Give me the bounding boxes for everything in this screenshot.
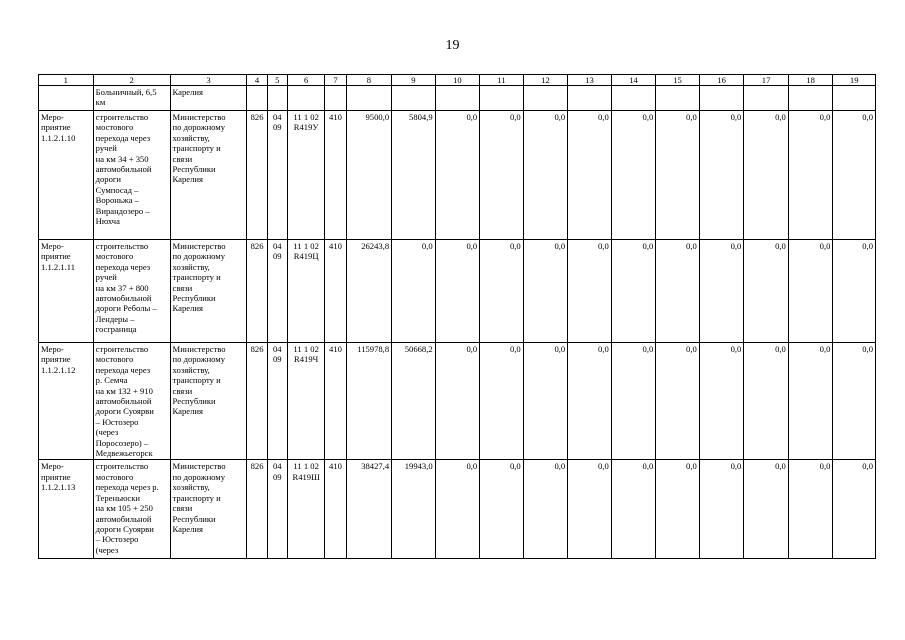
table-row: [39, 111, 876, 240]
cell-line: 1.1.2.1.10: [41, 132, 76, 143]
cell-line: мостового: [95, 354, 134, 365]
cell-line: 09: [273, 251, 282, 262]
cell-line: мостового: [95, 471, 134, 482]
cell-line: на км 132 + 910: [95, 385, 153, 396]
table-row: [39, 86, 876, 111]
value-cell: 115978,8: [346, 343, 392, 460]
column-header: 6: [287, 75, 324, 86]
measure-id-cell: [39, 111, 94, 240]
table-cell: [287, 86, 324, 111]
column-header: 13: [568, 75, 612, 86]
value-cell: 0,0: [568, 460, 612, 559]
cell-line: перехода через: [95, 364, 151, 375]
value-cell: 0,0: [523, 240, 568, 343]
cell-line: Нюхча: [95, 216, 120, 227]
measure-name-cell: [93, 240, 170, 343]
column-header: 2: [93, 75, 170, 86]
cell-line: дороги Суоярви: [95, 406, 154, 417]
cell-line: км: [95, 97, 106, 108]
value-cell: 0,0: [833, 343, 876, 460]
measure-name-cell: [93, 460, 170, 559]
cell-line: на км 37 + 800: [95, 282, 149, 293]
section-code-cell: [267, 240, 287, 343]
cell-line: Лендеры –: [95, 313, 135, 324]
column-header: 5: [267, 75, 287, 86]
table-row: [39, 460, 876, 559]
cell-line: – Юстозеро: [95, 534, 139, 545]
cell-line: на км 105 + 250: [95, 503, 153, 514]
target-article-cell: [287, 460, 324, 559]
cell-line: Республики: [172, 513, 216, 524]
cell-line: р. Семча: [95, 375, 128, 386]
cell-line: связи: [172, 503, 193, 514]
column-header: 15: [656, 75, 700, 86]
cell-line: перехода через: [95, 132, 151, 143]
table-cell: [325, 86, 346, 111]
cell-line: Вирандозеро –: [95, 205, 150, 216]
grbs-code-cell: 826: [247, 111, 267, 240]
cell-line: автомобильной: [95, 396, 152, 407]
cell-line: Министерство: [172, 461, 226, 472]
cell-line: транспорту и: [172, 272, 221, 283]
cell-line: Меро-: [41, 241, 64, 251]
cell-line: госграница: [95, 324, 137, 335]
table-cell: [39, 86, 94, 111]
cell-line: Карелия: [172, 303, 203, 314]
target-article-cell: [287, 240, 324, 343]
table-cell: [744, 86, 789, 111]
cell-line: 09: [273, 122, 282, 133]
section-code-cell: [267, 343, 287, 460]
cell-line: автомобильной: [95, 293, 152, 304]
cell-line: хозяйству,: [172, 261, 210, 272]
value-cell: 0,0: [568, 240, 612, 343]
column-header: 4: [247, 75, 267, 86]
value-cell: 0,0: [788, 111, 833, 240]
cell-line: по дорожному: [172, 471, 226, 482]
cell-line: 09: [273, 354, 282, 365]
cell-line: R419Ш: [292, 471, 320, 482]
table-cell: [699, 86, 744, 111]
cell-line: 11 1 02: [293, 461, 319, 472]
executor-cell: [170, 343, 247, 460]
section-code-cell: [267, 111, 287, 240]
value-cell: 0,0: [788, 240, 833, 343]
header-row: [39, 75, 876, 86]
value-cell: 0,0: [480, 240, 524, 343]
cell-line: ручей: [95, 143, 117, 154]
column-header: 1: [39, 75, 94, 86]
table-body: [39, 75, 876, 559]
cell-line: по дорожному: [172, 354, 226, 365]
cell-line: перехода через р.: [95, 482, 159, 493]
value-cell: 19943,0: [392, 460, 436, 559]
column-header: 19: [833, 75, 876, 86]
cell-line: автомобильной: [95, 164, 152, 175]
value-cell: 0,0: [788, 460, 833, 559]
table-cell: [611, 86, 656, 111]
table-cell: [480, 86, 524, 111]
value-cell: 0,0: [699, 111, 744, 240]
cell-line: по дорожному: [172, 251, 226, 262]
grbs-code-cell: 826: [247, 343, 267, 460]
cell-line: перехода через: [95, 261, 151, 272]
section-code-cell: [267, 460, 287, 559]
cell-line: строительство: [95, 461, 149, 472]
executor-cell: [170, 111, 247, 240]
cell-line: 04: [273, 241, 282, 251]
value-cell: 38427,4: [346, 460, 392, 559]
expense-type-cell: 410: [325, 240, 346, 343]
cell-line: мостового: [95, 251, 134, 262]
value-cell: 0,0: [788, 343, 833, 460]
value-cell: 0,0: [523, 111, 568, 240]
value-cell: 26243,8: [346, 240, 392, 343]
value-cell: 0,0: [568, 343, 612, 460]
value-cell: 0,0: [435, 460, 480, 559]
table-cell: [170, 86, 247, 111]
column-header: 17: [744, 75, 789, 86]
measure-id-cell: [39, 343, 94, 460]
expense-type-cell: 410: [325, 343, 346, 460]
value-cell: 0,0: [480, 460, 524, 559]
cell-line: 1.1.2.1.13: [41, 482, 76, 493]
column-header: 10: [435, 75, 480, 86]
cell-line: 04: [273, 344, 282, 354]
value-cell: 0,0: [435, 240, 480, 343]
cell-line: Министерство: [172, 112, 226, 122]
expense-type-cell: 410: [325, 111, 346, 240]
value-cell: 0,0: [699, 343, 744, 460]
cell-line: R419Ч: [294, 354, 319, 365]
value-cell: 0,0: [744, 240, 789, 343]
cell-line: мостового: [95, 122, 134, 133]
cell-line: Министерство: [172, 344, 226, 354]
value-cell: 0,0: [480, 343, 524, 460]
value-cell: 0,0: [744, 460, 789, 559]
value-cell: 0,0: [611, 343, 656, 460]
cell-line: по дорожному: [172, 122, 226, 133]
cell-line: Больничный, 6,5: [95, 87, 157, 97]
cell-line: R419У: [293, 122, 319, 133]
cell-line: связи: [172, 153, 193, 164]
cell-line: Тереньюски: [95, 492, 141, 503]
column-header: 9: [392, 75, 436, 86]
column-header: 14: [611, 75, 656, 86]
cell-line: Республики: [172, 293, 216, 304]
value-cell: 0,0: [611, 111, 656, 240]
column-header: 18: [788, 75, 833, 86]
cell-line: 04: [273, 461, 282, 472]
value-cell: 0,0: [656, 460, 700, 559]
table-row: [39, 240, 876, 343]
cell-line: Меро-: [41, 461, 64, 472]
value-cell: 50668,2: [392, 343, 436, 460]
cell-line: приятие: [41, 251, 71, 262]
value-cell: 0,0: [656, 343, 700, 460]
cell-line: Поросозеро) –: [95, 437, 149, 448]
cell-line: Меро-: [41, 344, 64, 354]
value-cell: 0,0: [435, 343, 480, 460]
table-cell: [247, 86, 267, 111]
value-cell: 0,0: [699, 240, 744, 343]
cell-line: 11 1 02: [293, 344, 319, 354]
value-cell: 0,0: [656, 240, 700, 343]
cell-line: транспорту и: [172, 375, 221, 386]
value-cell: 0,0: [833, 460, 876, 559]
cell-line: Карелия: [172, 174, 203, 185]
cell-line: R419Ц: [293, 251, 319, 262]
cell-line: транспорту и: [172, 492, 221, 503]
value-cell: 0,0: [744, 343, 789, 460]
measure-name-cell: [93, 343, 170, 460]
cell-line: связи: [172, 385, 193, 396]
table-cell: [93, 86, 170, 111]
cell-line: (через: [95, 427, 119, 438]
cell-line: Сумпосад –: [95, 184, 139, 195]
expense-type-cell: 410: [325, 460, 346, 559]
cell-line: дороги Суоярви: [95, 523, 154, 534]
column-header: 16: [699, 75, 744, 86]
value-cell: 0,0: [656, 111, 700, 240]
page-number: 19: [445, 38, 460, 53]
cell-line: 1.1.2.1.11: [41, 261, 76, 272]
value-cell: 0,0: [699, 460, 744, 559]
cell-line: приятие: [41, 354, 71, 365]
grbs-code-cell: 826: [247, 240, 267, 343]
target-article-cell: [287, 111, 324, 240]
cell-line: хозяйству,: [172, 482, 210, 493]
table-cell: [833, 86, 876, 111]
table-cell: [267, 86, 287, 111]
value-cell: 0,0: [392, 240, 436, 343]
cell-line: Карелия: [172, 406, 203, 417]
column-header: 7: [325, 75, 346, 86]
column-header: 3: [170, 75, 247, 86]
cell-line: приятие: [41, 471, 71, 482]
table-cell: [523, 86, 568, 111]
cell-line: транспорту и: [172, 143, 221, 154]
cell-line: связи: [172, 282, 193, 293]
value-cell: 9500,0: [346, 111, 392, 240]
value-cell: 0,0: [611, 460, 656, 559]
measure-id-cell: [39, 460, 94, 559]
measure-id-cell: [39, 240, 94, 343]
value-cell: 0,0: [611, 240, 656, 343]
value-cell: 0,0: [568, 111, 612, 240]
value-cell: 0,0: [744, 111, 789, 240]
table-cell: [656, 86, 700, 111]
cell-line: 11 1 02: [293, 112, 319, 122]
measure-name-cell: [93, 111, 170, 240]
value-cell: 0,0: [523, 343, 568, 460]
cell-line: Карелия: [172, 523, 203, 534]
cell-line: Медвежьегорск: [95, 448, 153, 459]
cell-line: на км 34 + 350: [95, 153, 149, 164]
cell-line: 04: [273, 112, 282, 122]
cell-line: автомобильной: [95, 513, 152, 524]
value-cell: 0,0: [833, 111, 876, 240]
value-cell: 5804,9: [392, 111, 436, 240]
table-cell: [346, 86, 392, 111]
cell-line: Министерство: [172, 241, 226, 251]
cell-line: Карелия: [172, 87, 203, 97]
cell-line: 09: [273, 471, 282, 482]
executor-cell: [170, 460, 247, 559]
cell-line: Республики: [172, 396, 216, 407]
cell-line: приятие: [41, 122, 71, 133]
column-header: 8: [346, 75, 392, 86]
target-article-cell: [287, 343, 324, 460]
cell-line: Республики: [172, 164, 216, 175]
table-cell: [392, 86, 436, 111]
table-cell: [788, 86, 833, 111]
value-cell: 0,0: [435, 111, 480, 240]
cell-line: 11 1 02: [293, 241, 319, 251]
table-cell: [435, 86, 480, 111]
value-cell: 0,0: [833, 240, 876, 343]
table-cell: [568, 86, 612, 111]
cell-line: строительство: [95, 112, 149, 122]
cell-line: – Юстозеро: [95, 416, 139, 427]
column-header: 12: [523, 75, 568, 86]
cell-line: Меро-: [41, 112, 64, 122]
table-row: [39, 343, 876, 460]
cell-line: 1.1.2.1.12: [41, 364, 76, 375]
executor-cell: [170, 240, 247, 343]
value-cell: 0,0: [480, 111, 524, 240]
column-header: 11: [480, 75, 524, 86]
grbs-code-cell: 826: [247, 460, 267, 559]
cell-line: (через: [95, 544, 119, 555]
cell-line: строительство: [95, 344, 149, 354]
cell-line: хозяйству,: [172, 132, 210, 143]
cell-line: хозяйству,: [172, 364, 210, 375]
value-cell: 0,0: [523, 460, 568, 559]
cell-line: Вороньжа –: [95, 195, 139, 206]
cell-line: дороги: [95, 174, 122, 185]
cell-line: дороги Реболы –: [95, 303, 157, 314]
cell-line: строительство: [95, 241, 149, 251]
data-table: [38, 74, 876, 559]
cell-line: ручей: [95, 272, 117, 283]
